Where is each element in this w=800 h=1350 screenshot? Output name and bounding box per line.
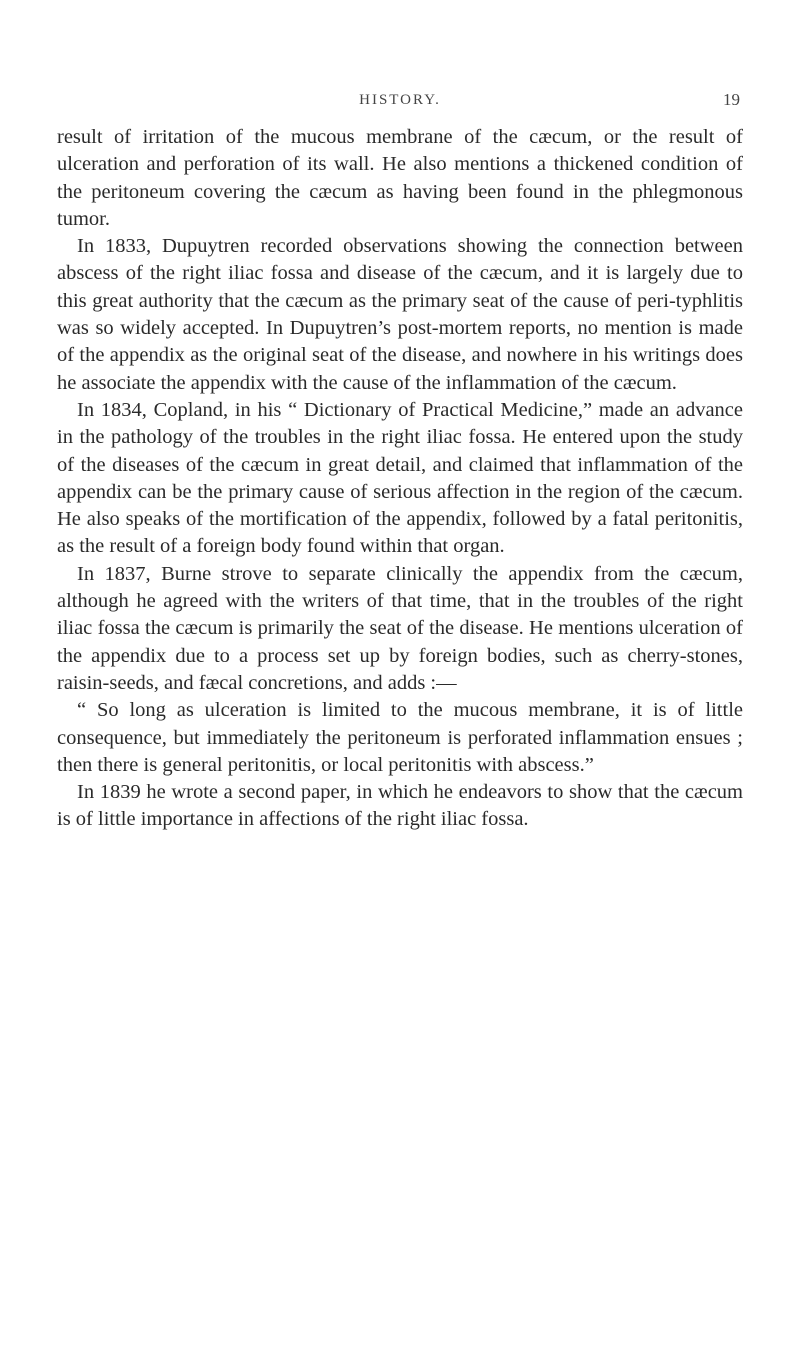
paragraph-dupuytren: In 1833, Dupuytren recorded observations showing the connection between abscess of the right iliac fossa and disease of the cæcum, and it is largely due to this great authority that the cæcum as the primary seat of the cause of peri-typhlitis was so widely accepted. In Dupuytren’s post-mortem reports, no mention is made of the appendix as the original seat of the disease, and nowhere in his writings does he associate the appendix with the cause of the inflammation of the cæcum. (57, 235, 743, 394)
paragraph-copland: In 1834, Copland, in his “ Dictionary of Practical Medicine,” made an advance in the pathology of the troubles in the right iliac fossa. He entered upon the study of the diseases of the cæcum in great detail, and claimed that inflammation of the appendix can be the primary cause of serious affection in the region of the cæcum. He also speaks of the mortification of the appendix, followed by a fatal peritonitis, as the result of a foreign body found within that organ. (57, 398, 743, 558)
paragraph-second-paper: In 1839 he wrote a second paper, in which he endeavors to show that the cæcum is of little importance in affections of the right iliac fossa. (57, 781, 743, 831)
paragraph-continuation: result of irritation of the mucous membrane of the cæcum, or the result of ulceration and perforation of its wall. He also mentions a thickened condition of the peritoneum covering the cæcum as having been found in the phlegmonous tumor. (57, 126, 743, 230)
paragraph-quotation: “ So long as ulceration is limited to the mucous membrane, it is of little consequence, but immediately the peritoneum is perforated inflammation ensues ; then there is general peritonitis, or local peritonitis with abscess.” (57, 699, 743, 776)
running-title: HISTORY. (359, 92, 441, 108)
running-head (0, 90, 800, 114)
body-text (57, 124, 743, 834)
paragraph-burne: In 1837, Burne strove to separate clinically the appendix from the cæcum, although he agreed with the writers of that time, that in the troubles of the right iliac fossa the cæcum is primarily the seat of the disease. He mentions ulceration of the appendix due to a process set up by foreign bodies, such as cherry-stones, raisin-seeds, and fæcal concretions, and adds :— (57, 562, 743, 694)
page-number: 19 (723, 90, 740, 109)
